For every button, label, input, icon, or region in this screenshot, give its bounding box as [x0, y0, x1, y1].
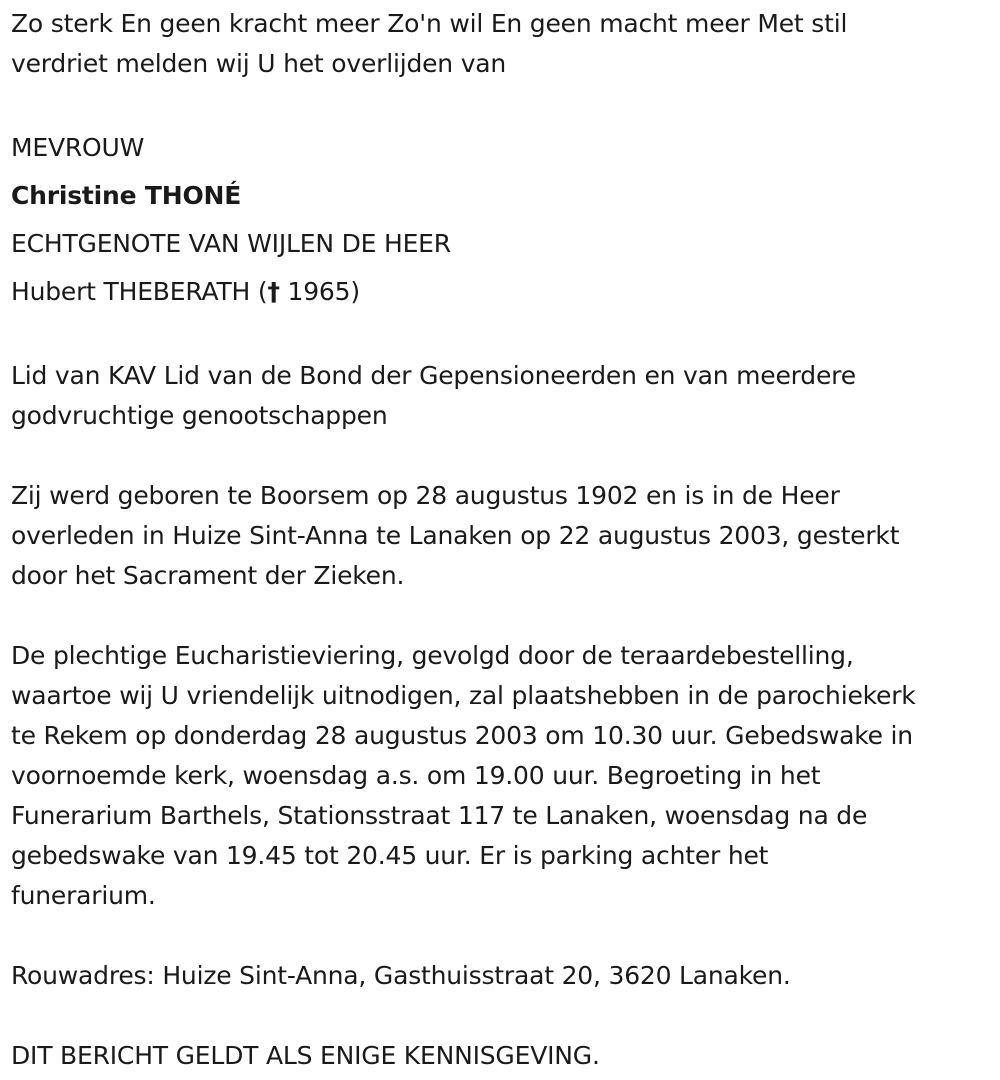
spouse-year: 1965)	[279, 277, 360, 306]
spouse-line: ECHTGENOTE VAN WIJLEN DE HEER	[11, 229, 451, 258]
cross-icon: †	[267, 277, 280, 306]
birth-death-text: Zij werd geboren te Boorsem op 28 augustus 1902 en is in de Heer overleden in Huize Sint-Anna te Lanaken op 22 augustus 2003, gesterkt door het Sacrament der Zieken.	[11, 481, 900, 590]
address-text: Rouwadres: Huize Sint-Anna, Gasthuisstraat 20, 3620 Lanaken.	[11, 961, 791, 990]
spouse-name: Hubert THEBERATH (	[11, 277, 268, 306]
deceased-name: Christine THONÉ	[11, 181, 242, 210]
ceremony-text: De plechtige Eucharistieviering, gevolgd door de teraardebestelling, waartoe wij U vriendelijk uitnodigen, zal plaatshebben in de parochiekerk te Rekem op donderdag 28 augustus 2003 om 10.30 uur. Gebedswake in voornoemde kerk, woensdag a.s. om 19.00 uur. Begroeting in het Funerarium Barthels, Stationsstraat 117 te Lanaken, woensdag na de gebedswake van 19.45 tot 20.45 uur. Er is parking achter het funerarium.	[11, 641, 916, 910]
notice-text: DIT BERICHT GELDT ALS ENIGE KENNISGEVING.	[11, 1041, 600, 1070]
memberships-text: Lid van KAV Lid van de Bond der Gepensioneerden en van meerdere godvruchtige genootschappen	[11, 361, 856, 430]
spouse-name-line	[11, 268, 989, 316]
title-prefix: MEVROUW	[11, 133, 145, 162]
intro-text: Zo sterk En geen kracht meer Zo'n wil En geen macht meer Met stil verdriet melden wij U het overlijden van	[11, 9, 848, 78]
